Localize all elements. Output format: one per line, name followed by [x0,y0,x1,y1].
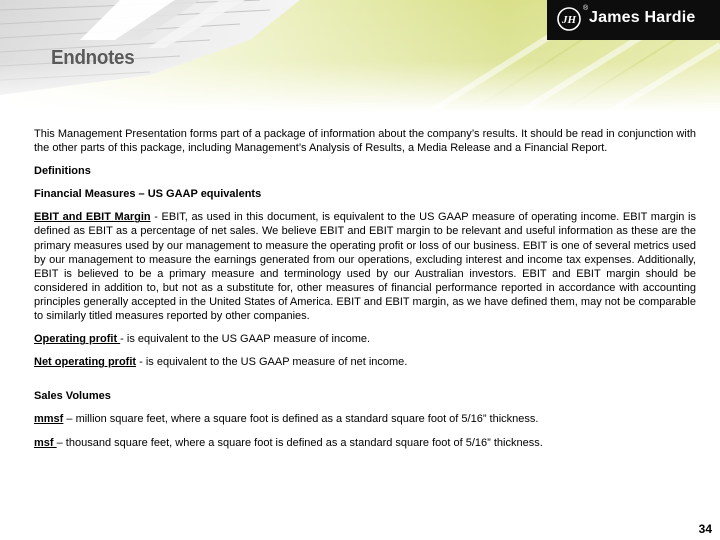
financial-measures-heading: Financial Measures – US GAAP equivalents [34,188,262,201]
mmsf-definition [34,412,696,426]
msf-text: – thousand square feet, where a square foot is defined as a standard square foot of 5/16” thickness. [56,436,543,449]
page-title: Endnotes [51,47,135,69]
net-operating-profit-term: Net operating profit [34,356,137,369]
ebit-term: EBIT and EBIT Margin [34,211,151,224]
mmsf-text: – million square feet, where a square foot is defined as a standard square foot of 5/16” thickness. [63,413,539,426]
sales-volumes-heading: Sales Volumes [34,390,111,403]
registered-mark: ® [583,5,589,12]
msf-term: msf [34,436,57,449]
operating-profit-term: Operating profit [34,333,121,346]
ebit-definition [34,210,696,323]
endnotes-body [34,127,696,450]
svg-text:JH: JH [561,14,577,26]
header-banner [0,0,720,112]
jh-monogram-icon [557,7,581,31]
intro-paragraph: This Management Presentation forms part of a package of information about the company’s results. It should be read in conjunction with the other parts of this package, including Management’s Analysis of Results, a Media Release and a Financial Report. [34,128,696,155]
page-number: 34 [698,522,712,536]
brand-name: James Hardie [589,9,696,26]
operating-profit-definition [34,332,696,346]
net-operating-profit-text: - is equivalent to the US GAAP measure of net income. [136,356,408,369]
james-hardie-logo [547,0,720,40]
operating-profit-text: - is equivalent to the US GAAP measure of income. [120,333,371,346]
msf-definition [34,436,696,450]
mmsf-term: mmsf [34,413,64,426]
net-operating-profit-definition [34,355,696,369]
ebit-text: - EBIT, as used in this document, is equivalent to the US GAAP measure of operating income. EBIT margin is defined as EBIT as a percentage of net sales. We believe EBIT and EBIT margin to be relevant and useful information as these are the primary measures used by our management to measure the operating profit or loss of our business. EBIT is one of several metrics used by our management to measure the earnings generated from our operations, excluding interest and income tax expenses. Additionally, EBIT is believed to be a primary measure and terminology used by our Australian investors. EBIT and EBIT margin should be considered in addition to, but not as a substitute for, other measures of financial performance reported in accordance with accounting principles generally accepted in the United States of America. EBIT and EBIT margin, as we have defined them, may not be comparable to similarly titled measures reported by other companies. [34,211,696,323]
definitions-heading: Definitions [34,165,91,178]
